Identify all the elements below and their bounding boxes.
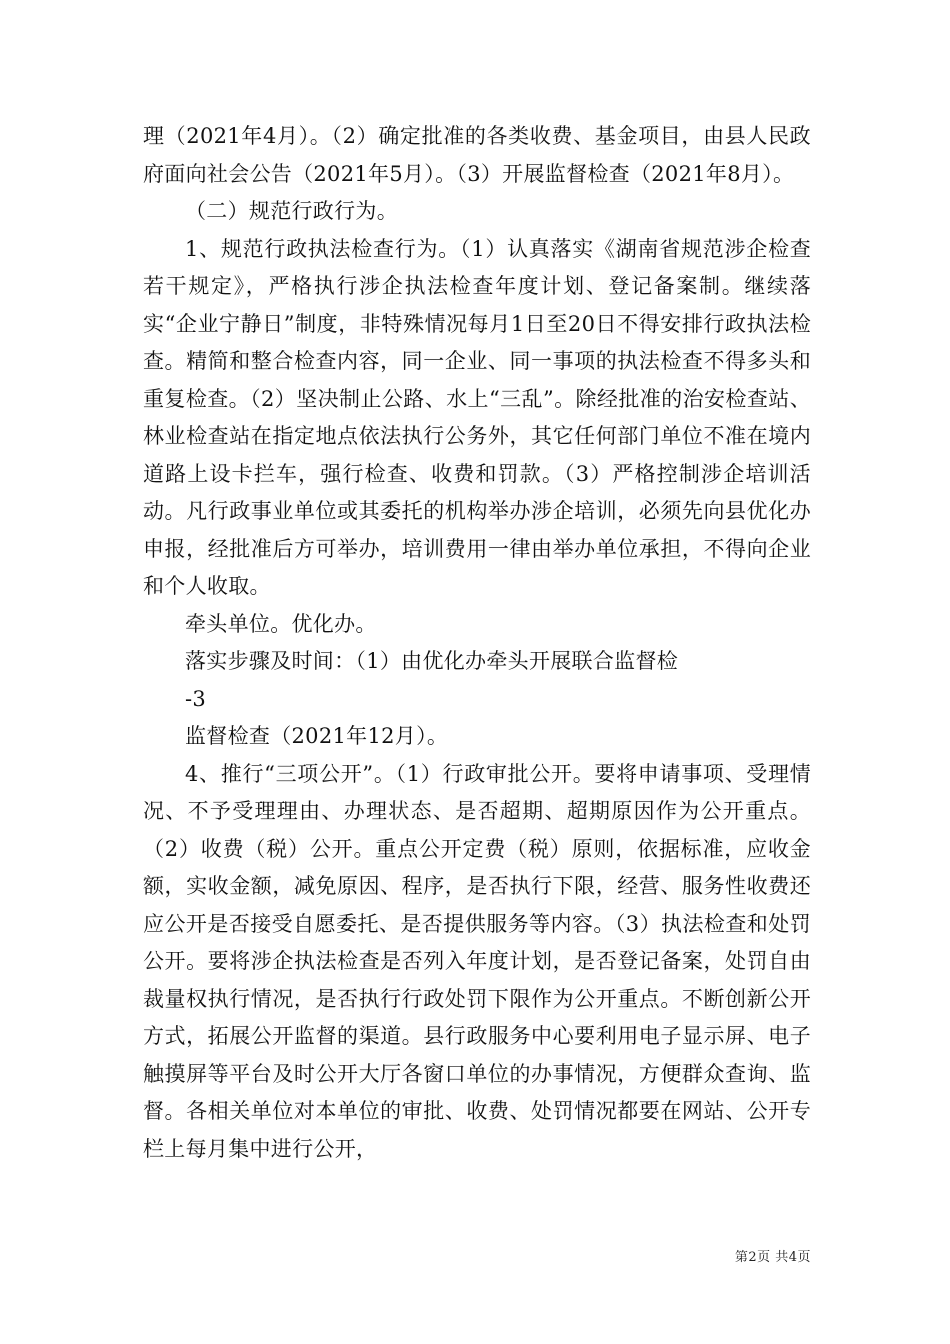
paragraph-lead-unit: 牵头单位。优化办。 [185, 611, 377, 636]
page-break-marker: -3 [185, 686, 207, 711]
section-heading: （二）规范行政行为。 [185, 199, 398, 223]
paragraph-supervision: 监督检查（2021年12月）。 [185, 724, 449, 748]
paragraph-continuation: 理（2021年4月）。（2）确定批准的各类收费、基金项目，由县人民政府面向社会公告（2021年5月）。（3）开展监督检查（2021年8月）。 [143, 124, 811, 186]
page-number-footer: 第2页 共4页 [734, 1250, 811, 1265]
document-body [143, 118, 811, 1168]
paragraph-three-publicity: 4、推行“三项公开”。（1）行政审批公开。要将申请事项、受理情况、不予受理理由、办理状态、是否超期、超期原因作为公开重点。（2）收费（税）公开。重点公开定费（税）原则，依据标准，应收金额，实收金额，减免原因、程序，是否执行下限，经营、服务性收费还应公开是否接受自愿委托、是否提供服务等内容。（3）执法检查和处罚公开。要将涉企执法检查是否列入年度计划，是否登记备案，处罚自由裁量权执行情况，是否执行行政处罚下限作为公开重点。不断创新公开方式，拓展公开监督的渠道。县行政服务中心要利用电子显示屏、电子触摸屏等平台及时公开大厅各窗口单位的办事情况，方便群众查询、监督。各相关单位对本单位的审批、收费、处罚情况都要在网站、公开专栏上每月集中进行公开， [143, 761, 811, 1161]
paragraph-inspection-rules: 1、规范行政执法检查行为。（1）认真落实《湖南省规范涉企检查若干规定》，严格执行涉企执法检查年度计划、登记备案制。继续落实“企业宁静日”制度，非特殊情况每月1日至20日不得安排行政执法检查。精简和整合检查内容，同一企业、同一事项的执法检查不得多头和重复检查。（2）坚决制止公路、水上“三乱”。除经批准的治安检查站、林业检查站在指定地点依法执行公务外，其它任何部门单位不准在境内道路上设卡拦车，强行检查、收费和罚款。（3）严格控制涉企培训活动。凡行政事业单位或其委托的机构举办涉企培训，必须先向县优化办申报，经批准后方可举办，培训费用一律由举办单位承担，不得向企业和个人收取。 [143, 236, 811, 598]
paragraph-steps: 落实步骤及时间：（1）由优化办牵头开展联合监督检 [185, 649, 679, 673]
